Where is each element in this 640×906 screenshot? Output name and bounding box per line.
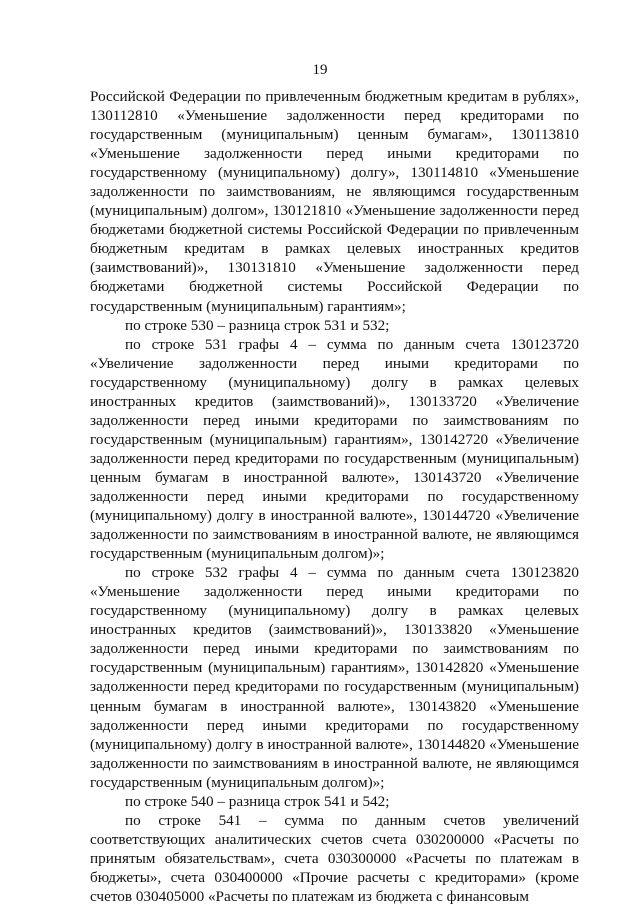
paragraph-line-540: по строке 540 – разница строк 541 и 542; <box>125 792 390 810</box>
paragraph-line-541: по строке 541 – сумма по данным счетов увеличений соответствующих аналитических счетов счета 030200000 «Расчеты по принятым обязательствам», счета 030300000 «Расчеты по платежам в бюджеты», счета 030400000 «Прочие расчеты с кредиторами» (кроме счетов 030405000 «Расчеты по платежам из бюджета с финансовым <box>90 811 579 905</box>
paragraph-line-531: по строке 531 графы 4 – сумма по данным счета 130123720 «Увеличение задолженности перед иными кредиторами по государственному (муниципальному) долгу в рамках целевых иностранных кредитов (заимствований)», 130133720 «Увеличение задолженности перед иными кредиторами по заимствованиям по государственным (муниципальным) гарантиям», 130142720 «Увеличение задолженности перед кредиторами по государственным (муниципальным) ценным бумагам в иностранной валюте», 130143720 «Увеличение задолженности перед иными кредиторами по государственному (муниципальному) долгу в иностранной валюте», 130144720 «Увеличение задолженности по заимствованиям в иностранной валюте, не являющимся государственным (муниципальным долгом)»; <box>90 335 579 563</box>
paragraph-continuation: Российской Федерации по привлеченным бюджетным кредитам в рублях», 130112810 «Уменьшение задолженности перед кредиторами по государственным (муниципальным) ценным бумагам», 130113810 «Уменьшение задолженности перед иными кредиторами по государственному (муниципальному) долгу», 130114810 «Уменьшение задолженности по заимствованиям, не являющимся государственным (муниципальным) долгом», 130121810 «Уменьшение задолженности перед бюджетами бюджетной системы Российской Федерации по привлеченным бюджетным кредитам в рамках целевых иностранных кредитов (заимствований)», 130131810 «Уменьшение задолженности перед бюджетами бюджетной системы Российской Федерации по государственным (муниципальным) гарантиям»; <box>90 88 579 315</box>
page-number: 19 <box>312 62 328 78</box>
document-body <box>90 87 579 906</box>
paragraph-line-530: по строке 530 – разница строк 531 и 532; <box>125 316 390 334</box>
paragraph-line-532: по строке 532 графы 4 – сумма по данным счета 130123820 «Уменьшение задолженности перед иными кредиторами по государственному (муниципальному) долгу в рамках целевых иностранных кредитов (заимствований)», 130133820 «Уменьшение задолженности перед иными кредиторами по заимствованиям по государственным (муниципальным) гарантиям», 130142820 «Уменьшение задолженности перед кредиторами по государственным (муниципальным) ценным бумагам в иностранной валюте», 130143820 «Уменьшение задолженности перед иными кредиторами по государственному (муниципальному) долгу в иностранной валюте», 130144820 «Уменьшение задолженности по заимствованиям в иностранной валюте, не являющимся государственным (муниципальным долгом)»; <box>90 564 579 791</box>
